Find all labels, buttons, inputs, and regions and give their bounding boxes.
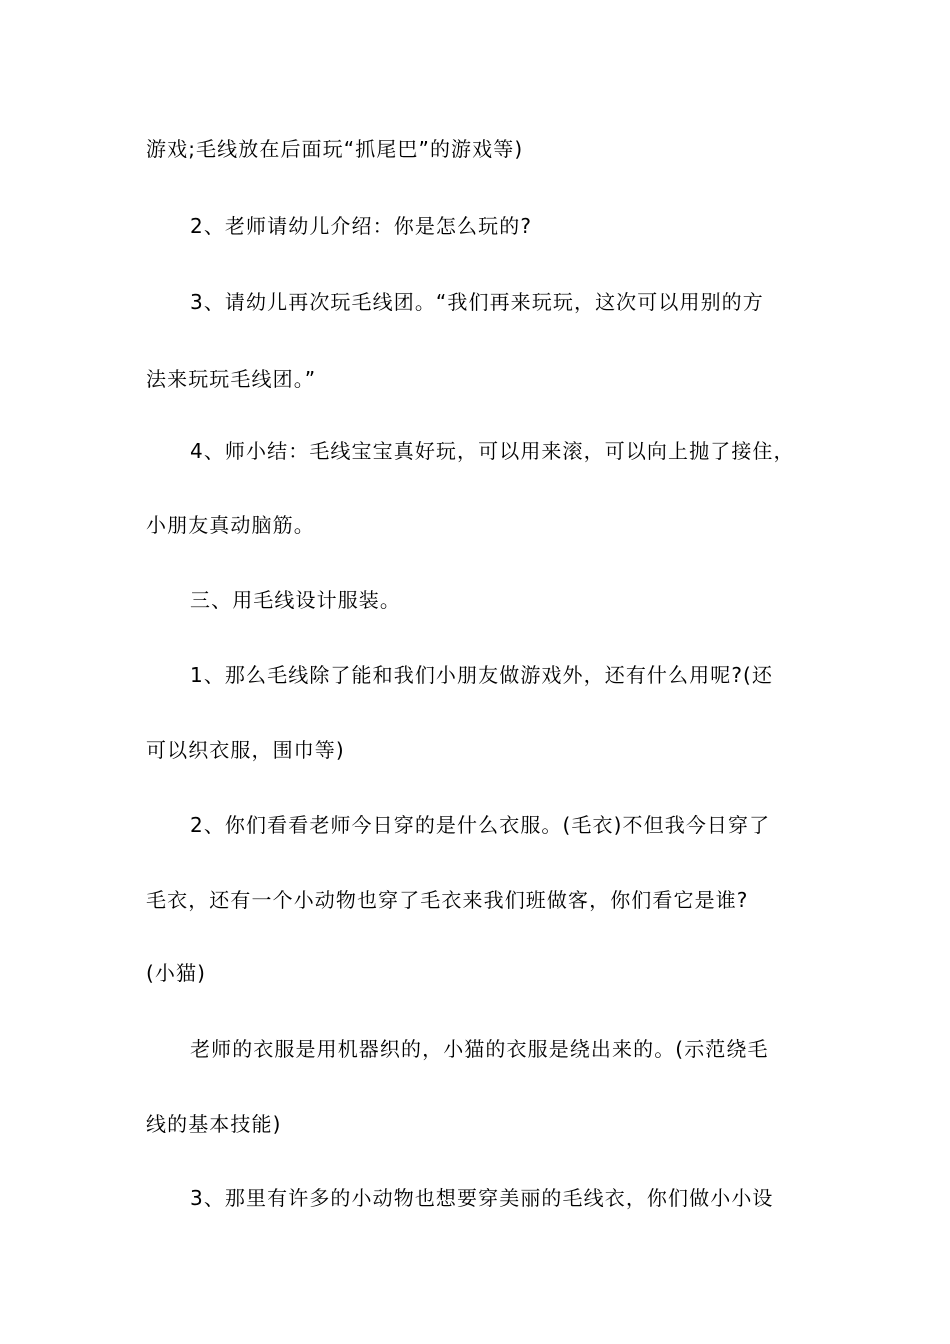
text-line-5: 4、师小结：毛线宝宝真好玩，可以用来滚，可以向上抛了接住， bbox=[190, 439, 795, 463]
text-line-1: 游戏;毛线放在后面玩“抓尾巴”的游戏等) bbox=[146, 137, 524, 161]
text-line-14: 线的基本技能) bbox=[146, 1112, 282, 1136]
text-line-4: 法来玩玩毛线团。” bbox=[146, 367, 317, 391]
text-line-6: 小朋友真动脑筋。 bbox=[146, 513, 315, 537]
text-line-13: 老师的衣服是用机器织的，小猫的衣服是绕出来的。(示范绕毛 bbox=[190, 1037, 769, 1061]
text-line-10: 2、你们看看老师今日穿的是什么衣服。(毛衣)不但我今日穿了 bbox=[190, 813, 771, 837]
text-line-9: 可以织衣服，围巾等) bbox=[146, 738, 345, 762]
text-line-11: 毛衣，还有一个小动物也穿了毛衣来我们班做客，你们看它是谁? bbox=[146, 888, 749, 912]
text-line-12: (小猫) bbox=[146, 961, 207, 985]
text-line-2: 2、老师请幼儿介绍：你是怎么玩的? bbox=[190, 214, 533, 238]
text-line-15: 3、那里有许多的小动物也想要穿美丽的毛线衣，你们做小小设 bbox=[190, 1186, 774, 1210]
text-line-8: 1、那么毛线除了能和我们小朋友做游戏外，还有什么用呢?(还 bbox=[190, 663, 774, 687]
text-line-3: 3、请幼儿再次玩毛线团。“我们再来玩玩，这次可以用别的方 bbox=[190, 290, 764, 314]
section-heading: 三、用毛线设计服装。 bbox=[190, 588, 401, 612]
